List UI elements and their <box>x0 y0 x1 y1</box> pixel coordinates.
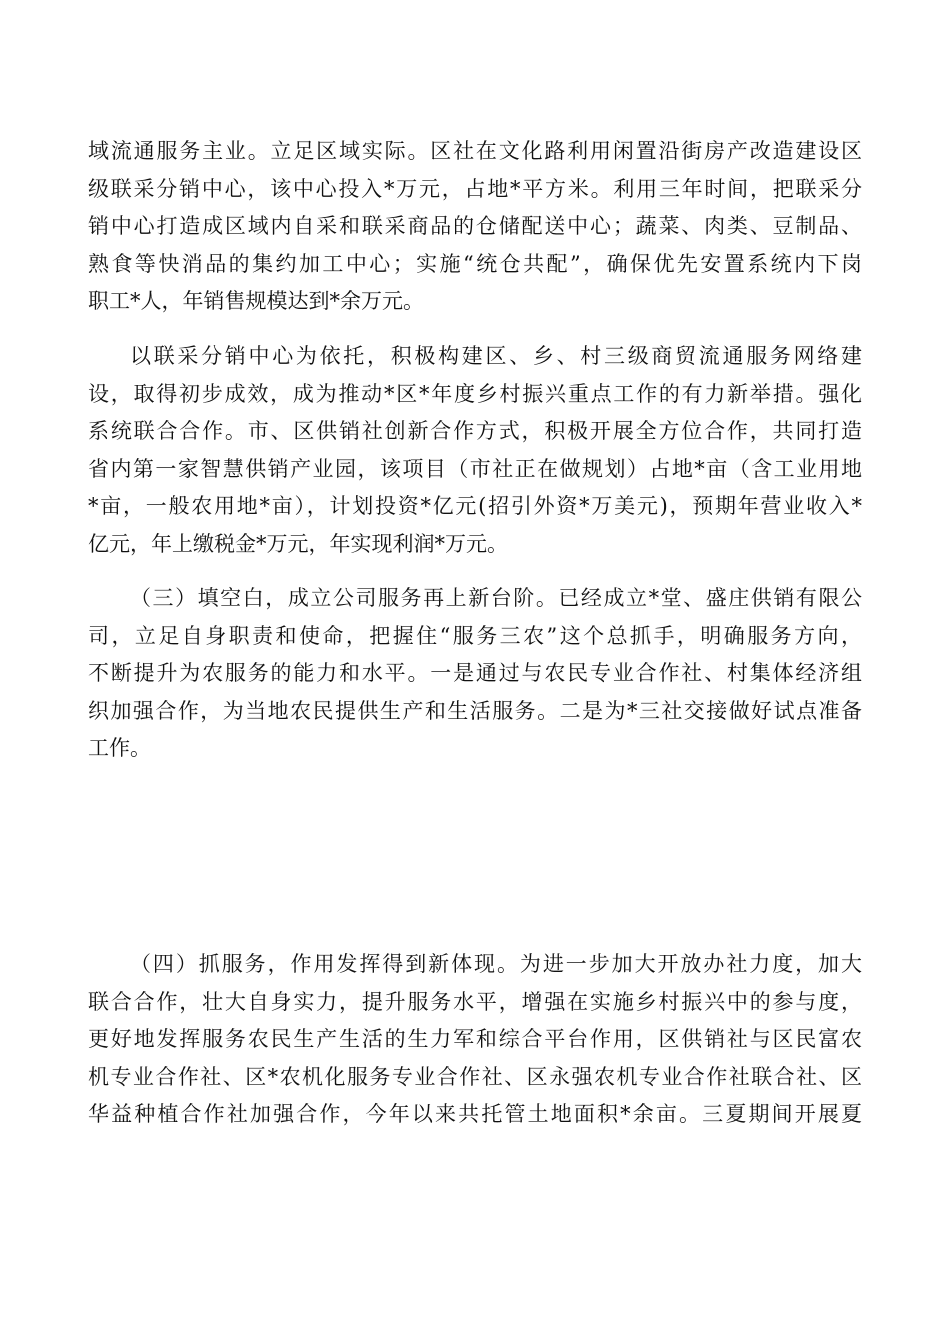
text-line: 华益种植合作社加强合作，今年以来共托管土地面积*余亩。三夏期间开展夏 <box>88 1102 862 1126</box>
text-line: 域流通服务主业。立足区域实际。区社在文化路利用闲置沿街房产改造建设区 <box>88 139 862 163</box>
paragraph-3 <box>88 580 862 768</box>
paragraph-1 <box>88 133 862 321</box>
text-line: 职工*人，年销售规模达到*余万元。 <box>88 289 424 313</box>
text-line: 级联采分销中心，该中心投入*万元，占地*平方米。利用三年时间，把联采分 <box>88 176 862 201</box>
text-line: 销中心打造成区域内自采和联采商品的仓储配送中心；蔬菜、肉类、豆制品、 <box>88 214 862 238</box>
text-line: 机专业合作社、区*农机化服务专业合作社、区永强农机专业合作社联合社、区 <box>88 1064 862 1089</box>
text-line: 熟食等快消品的集约加工中心；实施“统仓共配”，确保优先安置系统内下岗 <box>88 251 862 276</box>
text-line: 以联采分销中心为依托，积极构建区、乡、村三级商贸流通服务网络建 <box>130 344 862 368</box>
paragraph-2 <box>88 338 862 563</box>
text-line: 织加强合作，为当地农民提供生产和生活服务。二是为*三社交接做好试点准备 <box>88 698 862 723</box>
text-line: *亩，一般农用地*亩），计划投资*亿元(招引外资*万美元)，预期年营业收入* <box>88 494 862 518</box>
text-line: （四）抓服务，作用发挥得到新体现。为进一步加大开放办社力度，加大 <box>130 952 862 976</box>
text-line: 更好地发挥服务农民生产生活的生力军和综合平台作用，区供销社与区民富农 <box>88 1027 862 1051</box>
text-line: 亿元，年上缴税金*万元，年实现利润*万元。 <box>88 531 508 556</box>
text-line: 不断提升为农服务的能力和水平。一是通过与农民专业合作社、村集体经济组 <box>88 661 862 685</box>
text-line: 联合合作，壮大自身实力，提升服务水平，增强在实施乡村振兴中的参与度， <box>88 989 862 1014</box>
text-line: （三）填空白，成立公司服务再上新台阶。已经成立*堂、盛庄供销有限公 <box>130 586 862 610</box>
text-line: 工作。 <box>88 736 151 760</box>
text-line: 司，立足自身职责和使命，把握住“服务三农”这个总抓手，明确服务方向， <box>88 623 862 648</box>
text-line: 设，取得初步成效，成为推动*区*年度乡村振兴重点工作的有力新举措。强化 <box>88 381 862 406</box>
paragraph-4 <box>88 946 862 1134</box>
text-line: 省内第一家智慧供销产业园，该项目（市社正在做规划）占地*亩（含工业用地 <box>88 456 862 481</box>
text-line: 系统联合合作。市、区供销社创新合作方式，积极开展全方位合作，共同打造 <box>88 419 862 443</box>
